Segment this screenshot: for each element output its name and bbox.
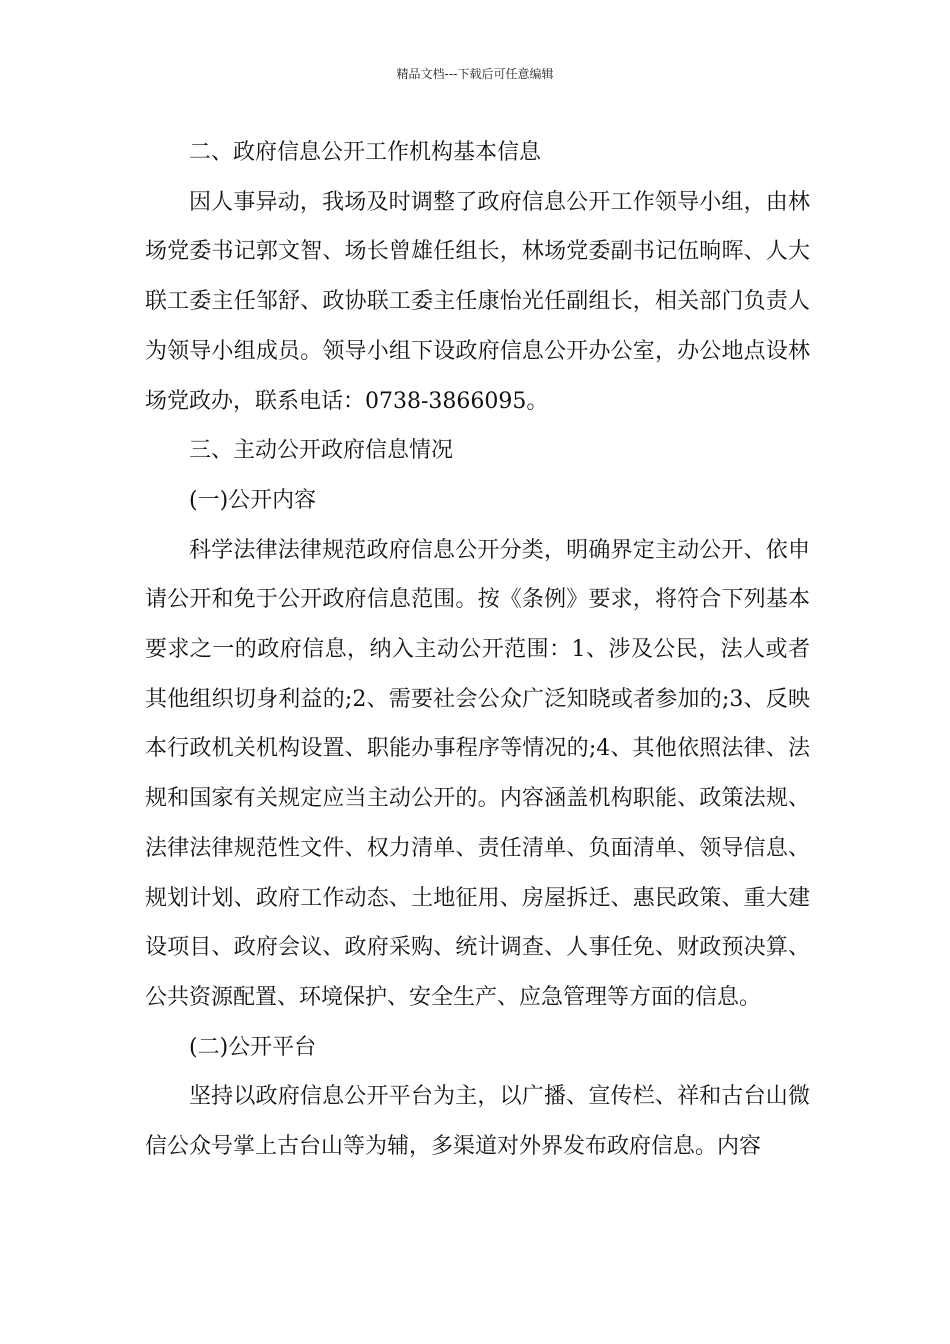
subsection-heading-platform: (二)公开平台 [189,1034,317,1060]
document-body [145,128,810,1172]
page-header: 精品文档---下载后可任意编辑 [396,67,554,81]
paragraph-institution-info: 因人事异动，我场及时调整了政府信息公开工作领导小组，由林场党委书记郭文智、场长曾雄任组长，林场党委副书记伍晌晖、人大联工委主任邹舒、政协联工委主任康怡光任副组长，相关部门负责人为领导小组成员。领导小组下设政府信息公开办公室，办公地点设林场党政办，联系电话：0738-3866095。 [145,189,810,414]
paragraph-disclosure-platform: 坚持以政府信息公开平台为主，以广播、宣传栏、祥和古台山微信公众号掌上古台山等为辅，多渠道对外界发布政府信息。内容 [145,1084,810,1160]
section-heading-active-disclosure: 三、主动公开政府信息情况 [189,438,454,464]
section-heading-institution: 二、政府信息公开工作机构基本信息 [189,140,542,165]
subsection-heading-content: (一)公开内容 [189,487,317,513]
paragraph-disclosure-content: 科学法律法律规范政府信息公开分类，明确界定主动公开、依申请公开和免于公开政府信息范围。按《条例》要求，将符合下列基本要求之一的政府信息，纳入主动公开范围：1、涉及公民，法人或者其他组织切身利益的;2、需要社会公众广泛知晓或者参加的;3、反映本行政机关机构设置、职能办事程序等情况的;4、其他依照法律、法规和国家有关规定应当主动公开的。内容涵盖机构职能、政策法规、法律法律规范性文件、权力清单、责任清单、负面清单、领导信息、规划计划、政府工作动态、土地征用、房屋拆迁、惠民政策、重大建设项目、政府会议、政府采购、统计调查、人事任免、财政预决算、公共资源配置、环境保护、安全生产、应急管理等方面的信息。 [145,537,810,1010]
